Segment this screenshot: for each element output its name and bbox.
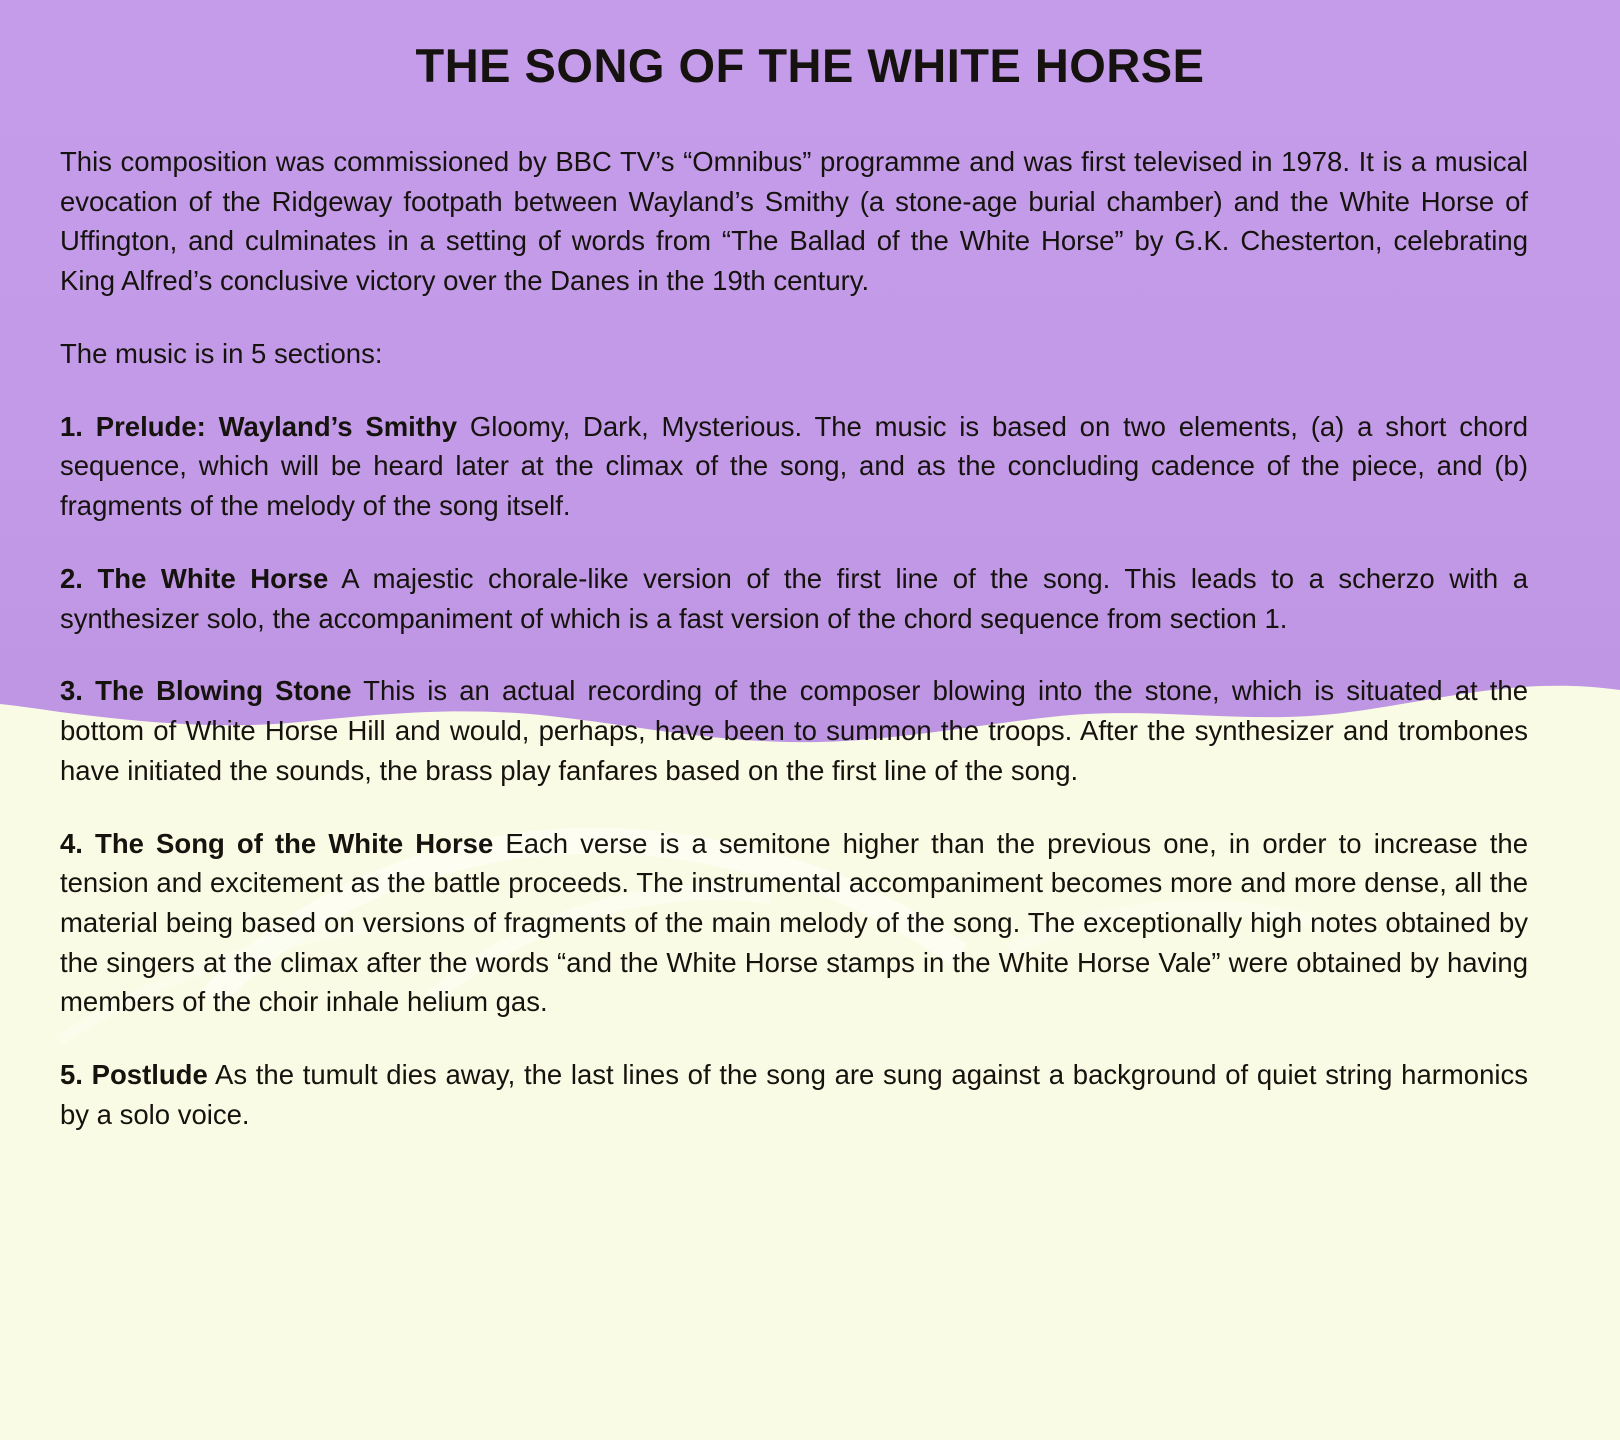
sections-intro: The music is in 5 sections: [60, 337, 383, 369]
section-5-text: As the tumult dies away, the last lines of the song are sung against a background of quiet string harmonics by a solo voice. [60, 1059, 1529, 1130]
section-5 [60, 1055, 1528, 1134]
section-1 [60, 407, 1528, 526]
section-3-heading: 3. The Blowing Stone [60, 675, 352, 707]
section-5-heading: 5. Postlude [60, 1059, 208, 1091]
section-3 [60, 671, 1528, 790]
section-1-heading: 1. Prelude: Wayland’s Smithy [60, 410, 458, 442]
section-4-text: Each verse is a semitone higher than the previous one, in order to increase the tension and excitement as the battle proceeds. The instrumental accompaniment becomes more and more dense, all the material being based on versions of fragments of the main melody of the song. The exceptionally high notes obtained by the singers at the climax after the words “and the White Horse stamps in the White Horse Vale” were obtained by having members of the choir inhale helium gas. [60, 827, 1528, 1018]
page-title: THE SONG OF THE WHITE HORSE [415, 39, 1205, 92]
section-2-text: A majestic chorale-like version of the first line of the song. This leads to a scherzo with a synthesizer solo, the accompaniment of which is a fast version of the chord sequence from section 1. [60, 562, 1529, 634]
section-3-text: This is an actual recording of the composer blowing into the stone, which is situated at the bottom of White Horse Hill and would, perhaps, have been to summon the troops. After the synthesizer and trombones have initiated the sounds, the brass play fanfares based on the first line of the song. [60, 675, 1529, 786]
section-4-heading: 4. The Song of the White Horse [60, 827, 494, 859]
section-4 [60, 824, 1528, 1023]
liner-notes-body [60, 142, 1528, 1135]
section-2 [60, 559, 1528, 638]
section-1-text: Gloomy, Dark, Mysterious. The music is based on two elements, (a) a short chord sequence, which will be heard later at the climax of the song, and as the concluding cadence of the piece, and (b) fragments of the melody of the song itself. [60, 410, 1528, 522]
section-2-heading: 2. The White Horse [60, 562, 329, 594]
intro-paragraph: This composition was commissioned by BBC TV’s “Omnibus” programme and was first televised in 1978. It is a musical evocation of the Ridgeway footpath between Wayland’s Smithy (a stone-age burial chamber) and the White Horse of Uffington, and culminates in a setting of words from “The Ballad of the White Horse” by G.K. Chesterton, celebrating King Alfred’s conclusive victory over the Danes in the 19th century. [60, 146, 1528, 297]
